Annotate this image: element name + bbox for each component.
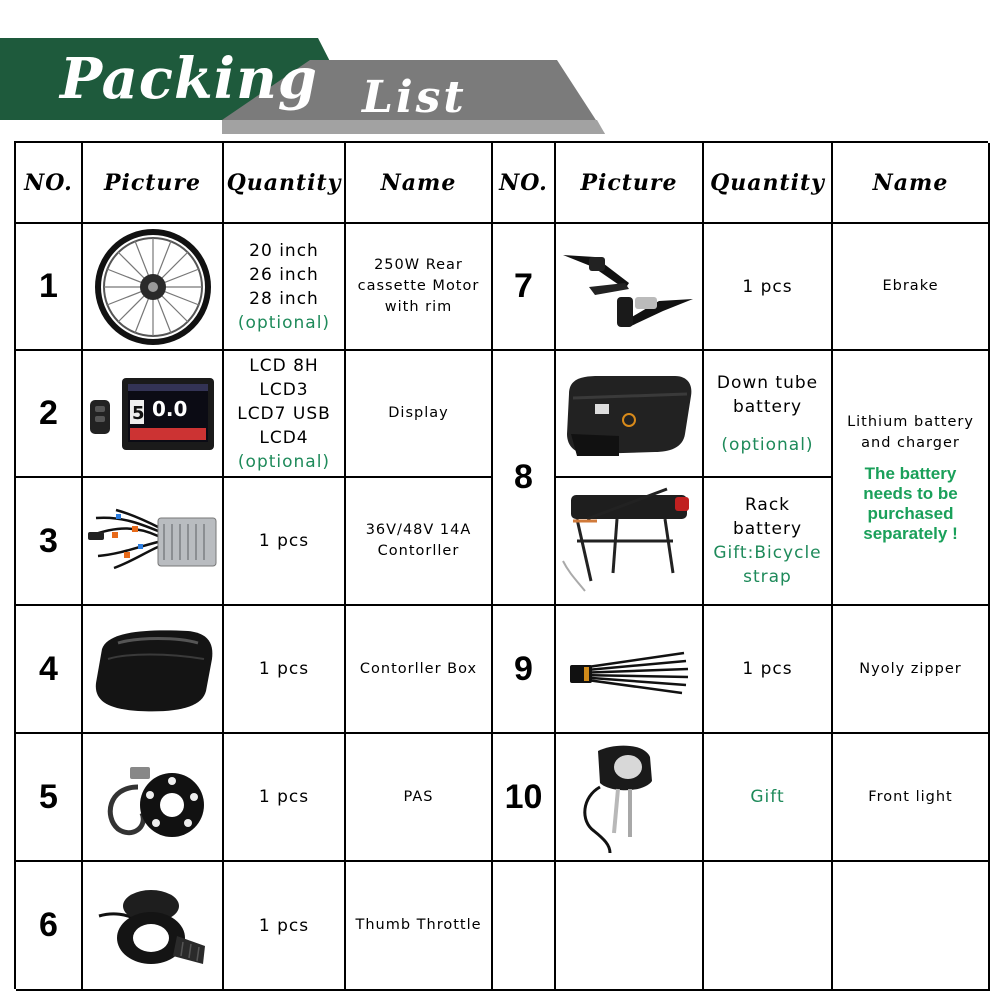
item-no: 2	[16, 351, 83, 478]
quantity-line: LCD3	[259, 379, 309, 400]
controller-icon	[86, 496, 220, 586]
item-name-note: The battery needs to be purchased separately !	[863, 463, 958, 543]
quantity-line: LCD 8H	[249, 355, 319, 376]
item-picture	[556, 351, 704, 478]
item-name: Front light	[833, 734, 990, 862]
quantity-line: LCD7 USB	[237, 403, 331, 424]
empty-cell	[556, 862, 704, 991]
header-name-right: Name	[833, 143, 990, 224]
item-quantity: 1 pcs	[224, 478, 346, 606]
item-name: 36V/48V 14A Contorller	[346, 478, 493, 606]
header-quantity: Quantity	[224, 143, 346, 224]
item-name	[833, 351, 990, 606]
rack-battery-icon	[557, 481, 701, 601]
header-picture: Picture	[83, 143, 224, 224]
empty-cell	[704, 862, 833, 991]
item-picture	[556, 734, 704, 862]
item-quantity	[224, 351, 346, 478]
quantity-line: 20 inch	[249, 240, 319, 261]
item-name: Nyoly zipper	[833, 606, 990, 734]
thumb-throttle-icon	[93, 876, 213, 976]
item-name: Contorller Box	[346, 606, 493, 734]
item-quantity	[704, 478, 833, 606]
quantity-note: Gift:Bicycle strap	[713, 543, 822, 587]
item-quantity	[224, 224, 346, 351]
item-no: 5	[16, 734, 83, 862]
quantity-line: 28 inch	[249, 288, 319, 309]
cable-ties-icon	[564, 639, 694, 699]
item-picture	[556, 478, 704, 606]
item-picture	[83, 862, 224, 991]
item-name: Thumb Throttle	[346, 862, 493, 991]
item-picture	[556, 606, 704, 734]
item-no: 4	[16, 606, 83, 734]
packing-table	[14, 141, 988, 989]
item-no: 6	[16, 862, 83, 991]
item-name-text: Lithium battery and charger	[847, 413, 974, 451]
item-picture	[83, 478, 224, 606]
page-title: Packing	[60, 46, 318, 112]
quantity-note: (optional)	[237, 451, 331, 472]
item-no: 8	[493, 351, 556, 606]
page-subtitle: List	[362, 72, 467, 123]
header-no: NO.	[16, 143, 83, 224]
item-quantity: 1 pcs	[224, 606, 346, 734]
quantity-line: Down tube	[716, 372, 819, 393]
pas-sensor-icon	[98, 747, 208, 847]
item-no: 3	[16, 478, 83, 606]
item-no: 9	[493, 606, 556, 734]
quantity-note: (optional)	[237, 312, 331, 333]
item-picture	[83, 351, 224, 478]
item-quantity: 1 pcs	[704, 606, 833, 734]
item-quantity: Gift	[704, 734, 833, 862]
item-no: 10	[493, 734, 556, 862]
header-quantity-right: Quantity	[704, 143, 833, 224]
wheel-motor-icon	[93, 227, 213, 347]
svg-text:5: 5	[131, 402, 145, 424]
item-picture	[83, 606, 224, 734]
quantity-line: 26 inch	[249, 264, 319, 285]
item-picture	[83, 224, 224, 351]
down-tube-battery-icon	[559, 364, 699, 464]
item-quantity	[704, 351, 833, 478]
item-quantity: 1 pcs	[224, 862, 346, 991]
empty-cell	[493, 862, 556, 991]
item-quantity: 1 pcs	[224, 734, 346, 862]
header-no-right: NO.	[493, 143, 556, 224]
item-picture	[556, 224, 704, 351]
front-light-icon	[574, 737, 684, 857]
item-quantity: 1 pcs	[704, 224, 833, 351]
controller-box-icon	[88, 619, 218, 719]
item-name: Display	[346, 351, 493, 478]
lcd-display-icon	[88, 374, 218, 454]
item-name: PAS	[346, 734, 493, 862]
header-name: Name	[346, 143, 493, 224]
item-no: 1	[16, 224, 83, 351]
quantity-line: battery	[732, 519, 803, 539]
item-picture	[83, 734, 224, 862]
item-no: 7	[493, 224, 556, 351]
ebrake-icon	[559, 237, 699, 337]
header-picture-right: Picture	[556, 143, 704, 224]
item-name: Ebrake	[833, 224, 990, 351]
quantity-line: battery	[732, 396, 803, 417]
svg-text:0.0: 0.0	[151, 396, 187, 421]
empty-cell	[833, 862, 990, 991]
quantity-line: LCD4	[259, 427, 309, 448]
item-name: 250W Rear cassette Motor with rim	[346, 224, 493, 351]
quantity-note: (optional)	[721, 434, 814, 455]
quantity-line: Rack	[744, 495, 791, 515]
